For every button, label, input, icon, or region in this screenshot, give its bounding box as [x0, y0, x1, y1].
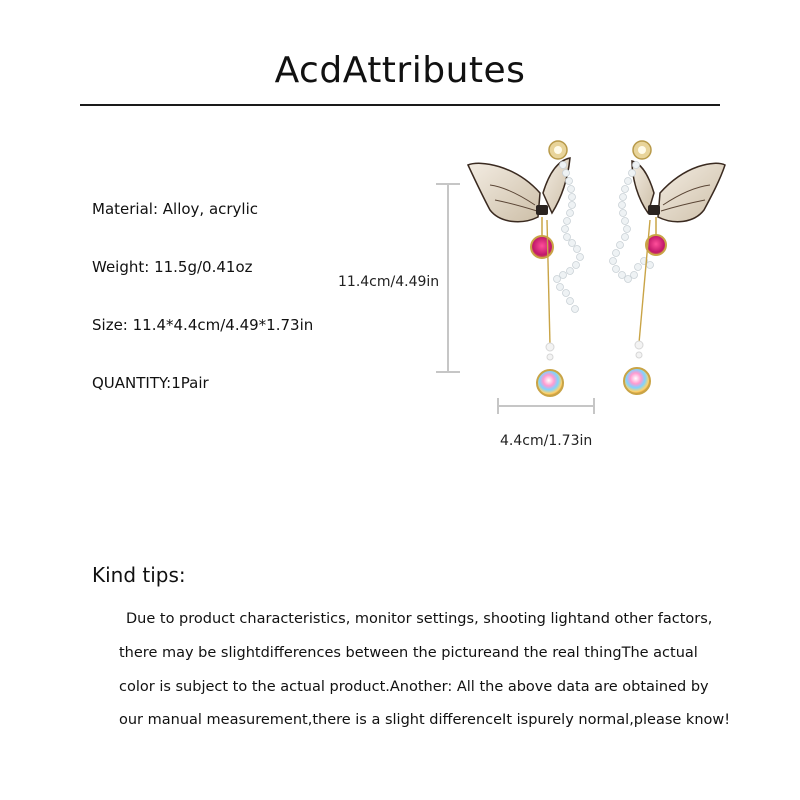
left-earring — [468, 141, 584, 396]
tip-line-2: there may be slightdifferences between the pictureand the real thingThe actual — [119, 645, 698, 661]
attribute-quantity: QUANTITY:1Pair — [92, 374, 209, 392]
height-label: 11.4cm/4.49in — [338, 274, 440, 290]
attribute-size: Size: 11.4*4.4cm/4.49*1.73in — [92, 316, 314, 334]
tip-line-4: our manual measurement,there is a slight differenceIt ispurely normal,please know! — [119, 712, 731, 728]
attribute-material: Material: Alloy, acrylic — [92, 200, 259, 218]
title-divider — [80, 104, 720, 106]
attribute-weight: Weight: 11.5g/0.41oz — [92, 258, 253, 276]
kind-tips-heading: Kind tips: — [92, 563, 186, 587]
tip-line-3: color is subject to the actual product.Another: All the above data are obtained by — [119, 679, 709, 695]
butterfly-earrings-icon — [420, 125, 740, 410]
page-title: AcdAttributes — [274, 50, 526, 91]
width-label: 4.4cm/1.73in — [500, 433, 593, 449]
tip-line-1: Due to product characteristics, monitor settings, shooting lightand other factors, — [126, 611, 713, 627]
right-earring — [610, 141, 726, 394]
